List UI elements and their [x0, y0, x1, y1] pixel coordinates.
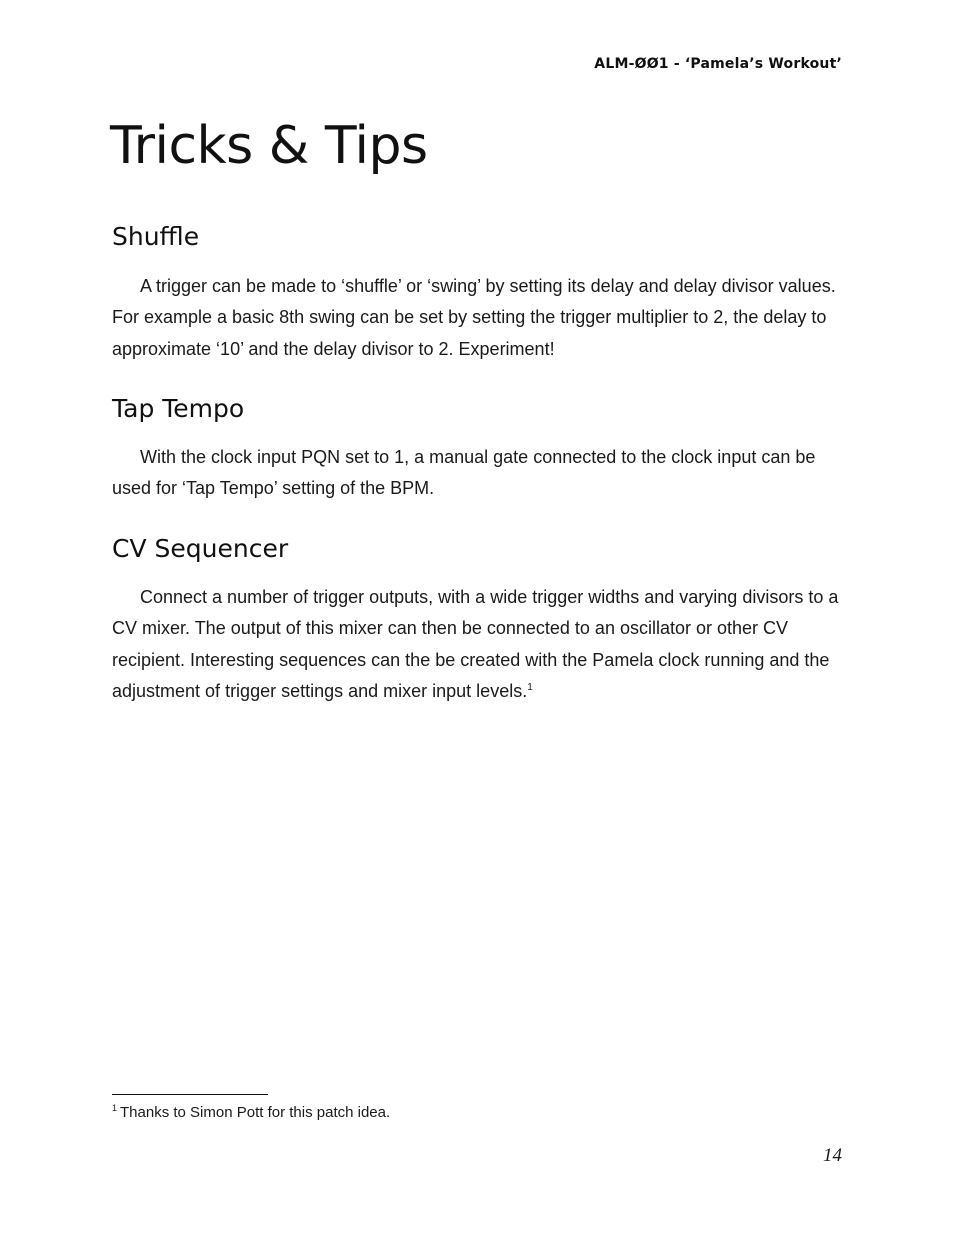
section-body-cv-sequencer-text: Connect a number of trigger outputs, with a wide trigger widths and varying divisors to a CV mixer. The output of this mixer can then be connected to an oscillator or other CV recipient. Interesting sequences can the be created with the Pamela clock running and the adjustment of trigger settings and mixer input levels. [112, 587, 839, 701]
section-heading-tap-tempo: Tap Tempo [112, 394, 245, 423]
footnote-reference[interactable]: 1 [527, 681, 533, 693]
page-number: 14 [823, 1145, 842, 1166]
footnote-divider [112, 1094, 268, 1095]
section-heading-cv-sequencer: CV Sequencer [112, 534, 289, 563]
section-body-shuffle: A trigger can be made to ‘shuffle’ or ‘swing’ by setting its delay and delay divisor values. For example a basic 8th swing can be set by setting the trigger multiplier to 2, the delay to approximate ‘10’ and the delay divisor to 2. Experiment! [112, 276, 836, 359]
section-heading-shuffle: Shuffle [112, 222, 200, 251]
section-body-cv-sequencer [112, 582, 847, 707]
footnote [112, 1104, 390, 1121]
footnote-text: Thanks to Simon Pott for this patch idea. [120, 1104, 391, 1121]
section-body-tap-tempo: With the clock input PQN set to 1, a manual gate connected to the clock input can be used for ‘Tap Tempo’ setting of the BPM. [112, 447, 816, 499]
footnote-marker: 1 [112, 1103, 118, 1113]
page-title: Tricks & Tips [110, 116, 428, 176]
running-header: ALM-ØØ1 - ‘Pamela’s Workout’ [594, 56, 842, 72]
